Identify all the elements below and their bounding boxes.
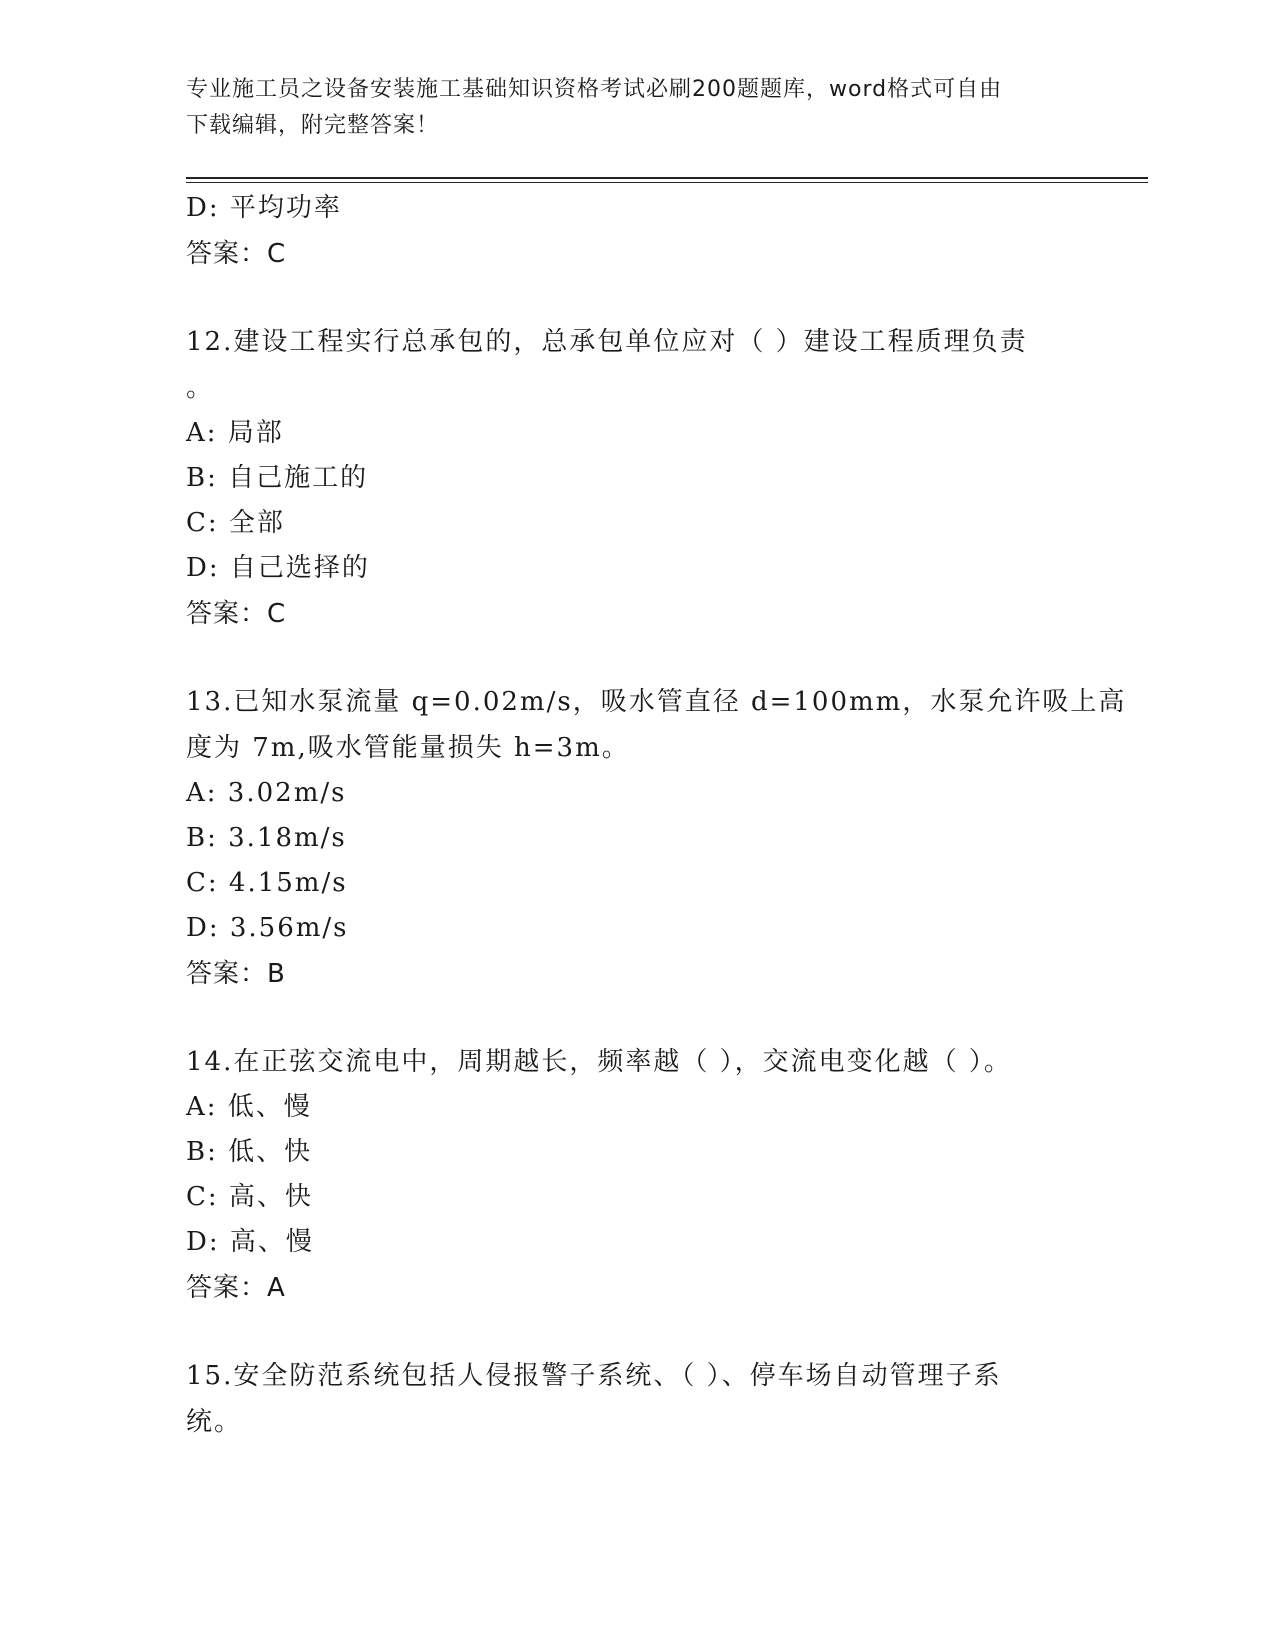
question-14	[186, 1039, 1086, 1311]
question-14-answer: 答案：A	[186, 1273, 286, 1303]
header-line-2: 下载编辑，附完整答案！	[186, 113, 440, 138]
question-14-text-line-1: 14.在正弦交流电中，周期越长，频率越（ ），交流电变化越（ ）。	[186, 1047, 1012, 1077]
question-12-option-a: A: 局部	[186, 418, 284, 448]
prev-answer: 答案：C	[186, 239, 287, 269]
question-13	[186, 679, 1127, 997]
question-13-option-c: C: 4.15m/s	[186, 868, 348, 898]
question-12-text-line-2: 。	[186, 373, 215, 403]
prev-option-d: D: 平均功率	[186, 193, 342, 223]
question-13-text-line-2: 度为 7m,吸水管能量损失 h=3m。	[186, 733, 630, 763]
question-14-option-d: D: 高、慢	[186, 1227, 314, 1257]
header-line-1: 专业施工员之设备安装施工基础知识资格考试必刷200题题库，word格式可自由	[186, 77, 1003, 102]
header-rule-thick	[186, 177, 1148, 179]
question-content	[186, 186, 1127, 1445]
question-12-option-b: B: 自己施工的	[186, 463, 369, 493]
question-13-text-line-1: 13.已知水泵流量 q=0.02m/s，吸水管直径 d=100mm，水泵允许吸上高	[186, 687, 1127, 717]
question-13-option-d: D: 3.56m/s	[186, 913, 349, 943]
question-13-option-a: A: 3.02m/s	[186, 778, 347, 808]
header-rule-thin	[186, 182, 1148, 183]
question-12-option-d: D: 自己选择的	[186, 553, 370, 583]
document-header	[186, 72, 1066, 144]
question-13-option-b: B: 3.18m/s	[186, 823, 347, 853]
question-15-text-line-1: 15.安全防范系统包括人侵报警子系统、（ ）、停车场自动管理子系	[186, 1361, 1002, 1391]
question-13-answer: 答案：B	[186, 959, 286, 989]
question-12-text-line-1: 12.建设工程实行总承包的，总承包单位应对（ ）建设工程质理负责	[186, 327, 1028, 357]
question-12-option-c: C: 全部	[186, 508, 285, 538]
question-14-option-a: A: 低、慢	[186, 1092, 312, 1122]
question-14-option-c: C: 高、快	[186, 1182, 313, 1212]
question-12-answer: 答案：C	[186, 599, 287, 629]
question-15-text-line-2: 统。	[186, 1407, 243, 1437]
question-14-option-b: B: 低、快	[186, 1137, 313, 1167]
question-12	[186, 319, 1086, 637]
question-15	[186, 1353, 1086, 1445]
